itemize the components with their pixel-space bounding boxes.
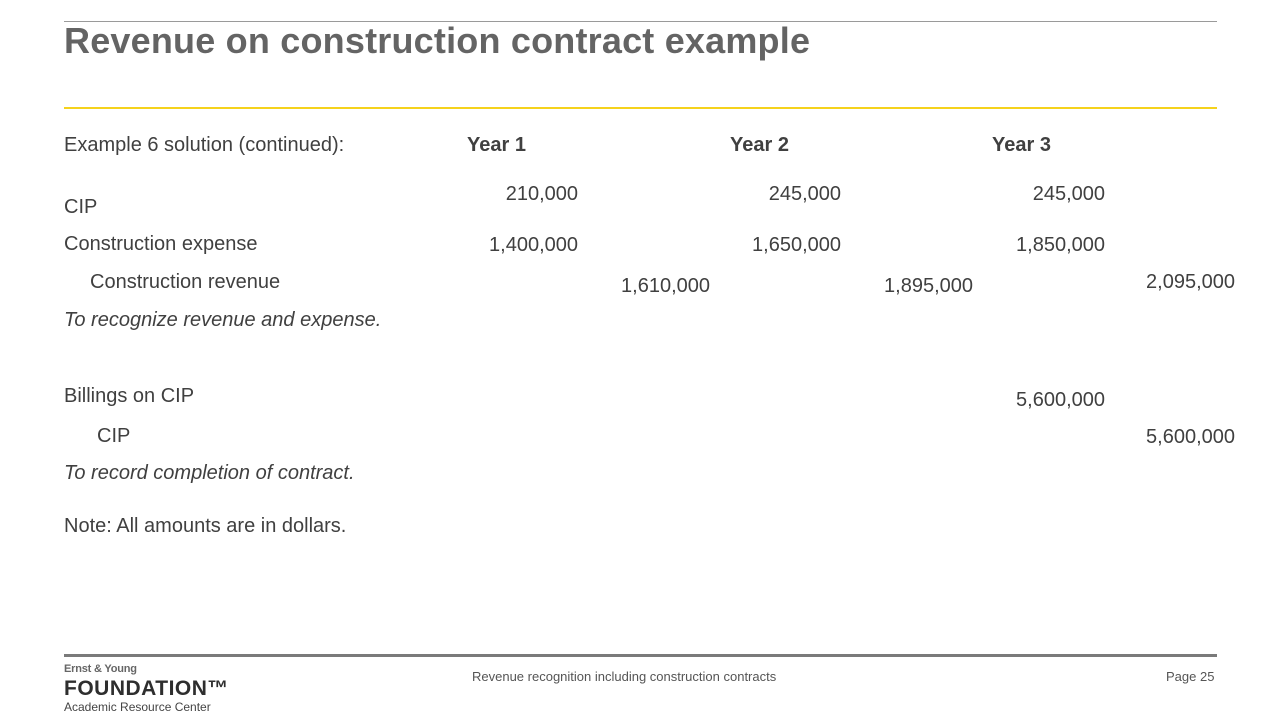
cip-credit-year-3: 5,600,000 [1146, 426, 1235, 448]
title-underline [64, 107, 1217, 109]
revenue-credit-year-2: 1,895,000 [884, 275, 973, 297]
year-3-header: Year 3 [992, 134, 1051, 156]
page-number: Page 25 [1166, 669, 1215, 684]
billings-label: Billings on CIP [64, 385, 195, 407]
example-intro: Example 6 solution (continued): [64, 134, 345, 156]
billings-debit-year-3: 5,600,000 [1016, 389, 1105, 411]
expense-debit-year-2: 1,650,000 [752, 234, 841, 256]
cip-debit-year-1: 210,000 [505, 183, 578, 205]
year-1-header: Year 1 [467, 134, 526, 156]
expense-debit-year-1: 1,400,000 [489, 234, 578, 256]
completion-note: To record completion of contract. [64, 462, 355, 484]
footer-title: Revenue recognition including construction contracts [472, 669, 777, 684]
expense-debit-year-3: 1,850,000 [1016, 234, 1105, 256]
amounts-note: Note: All amounts are in dollars. [64, 515, 347, 537]
cip-debit-year-2: 245,000 [768, 183, 841, 205]
construction-expense-label: Construction expense [64, 233, 258, 255]
slide-title: Revenue on construction contract example [64, 20, 811, 61]
ey-foundation-logo [64, 663, 244, 715]
construction-revenue-label: Construction revenue [90, 271, 281, 293]
cip-debit-year-3: 245,000 [1032, 183, 1105, 205]
footer-rule [64, 654, 1217, 657]
year-2-header: Year 2 [730, 134, 789, 156]
revenue-credit-year-3: 2,095,000 [1146, 271, 1235, 293]
cip-label: CIP [64, 196, 98, 218]
logo-main-text: FOUNDATION™ [64, 677, 229, 700]
logo-top-text: Ernst & Young [64, 663, 137, 675]
recognize-note: To recognize revenue and expense. [64, 309, 382, 331]
revenue-credit-year-1: 1,610,000 [621, 275, 710, 297]
cip-credit-label: CIP [97, 425, 131, 447]
logo-subtitle: Academic Resource Center [64, 700, 211, 714]
